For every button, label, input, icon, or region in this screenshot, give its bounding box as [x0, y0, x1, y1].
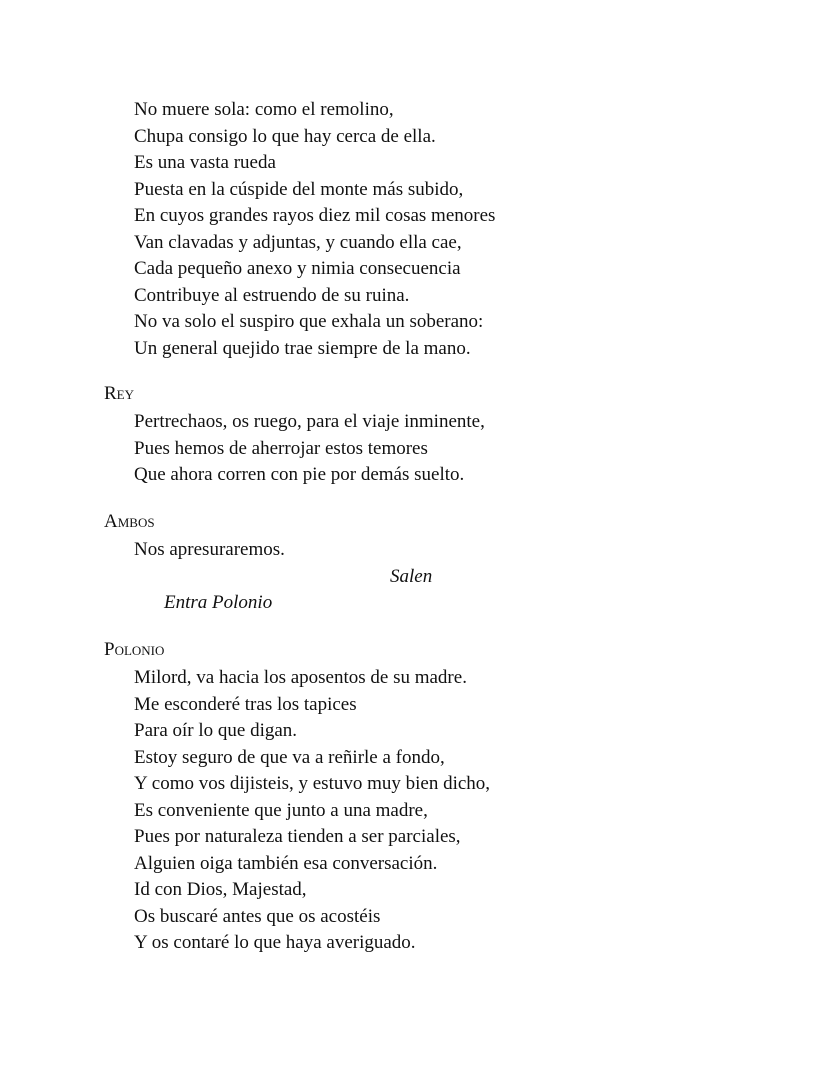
- stage-direction-salen: Salen: [390, 566, 433, 587]
- verse-line: En cuyos grandes rayos diez mil cosas menores: [134, 205, 496, 226]
- speaker-polonio: Polonio: [104, 639, 165, 660]
- speaker-ambos: Ambos: [104, 511, 155, 532]
- verse-line: Chupa consigo lo que hay cerca de ella.: [134, 125, 436, 147]
- verse-line: No va solo el suspiro que exhala un soberano:: [134, 311, 484, 332]
- verse-line: Alguien oiga también esa conversación.: [134, 852, 438, 874]
- verse-line: Es conveniente que junto a una madre,: [134, 799, 428, 821]
- verse-line: Para oír lo que digan.: [134, 720, 298, 741]
- verse-line: Y os contaré lo que haya averiguado.: [134, 932, 416, 953]
- verse-block-ambos: [134, 537, 285, 564]
- verse-line: Cada pequeño anexo y nimia consecuencia: [134, 258, 461, 279]
- verse-line: Estoy seguro de que va a reñirle a fondo,: [134, 746, 445, 768]
- verse-line: No muere sola: como el remolino,: [134, 99, 394, 120]
- stage-direction-entra: Entra Polonio: [164, 592, 273, 613]
- verse-block-opening: [134, 97, 495, 362]
- verse-line: Me esconderé tras los tapices: [134, 693, 357, 715]
- verse-line: Nos apresuraremos.: [134, 539, 285, 560]
- verse-line: Milord, va hacia los aposentos de su madre.: [134, 667, 467, 688]
- verse-line: Puesta en la cúspide del monte más subido,: [134, 178, 464, 200]
- verse-line: Y como vos dijisteis, y estuvo muy bien dicho,: [134, 773, 491, 794]
- verse-line: Id con Dios, Majestad,: [134, 879, 307, 900]
- verse-block-rey: [134, 409, 485, 489]
- verse-line: Contribuye al estruendo de su ruina.: [134, 284, 410, 306]
- verse-line: Pues hemos de aherrojar estos temores: [134, 437, 428, 459]
- verse-line: Pertrechaos, os ruego, para el viaje inminente,: [134, 411, 485, 432]
- verse-line: Pues por naturaleza tienden a ser parciales,: [134, 826, 461, 847]
- verse-line: Os buscaré antes que os acostéis: [134, 905, 381, 927]
- verse-block-polonio: [134, 665, 490, 957]
- verse-line: Un general quejido trae siempre de la mano.: [134, 337, 471, 359]
- verse-line: Es una vasta rueda: [134, 152, 276, 173]
- verse-line: Que ahora corren con pie por demás suelto.: [134, 464, 465, 485]
- speaker-rey: Rey: [104, 383, 135, 404]
- verse-line: Van clavadas y adjuntas, y cuando ella cae,: [134, 231, 462, 253]
